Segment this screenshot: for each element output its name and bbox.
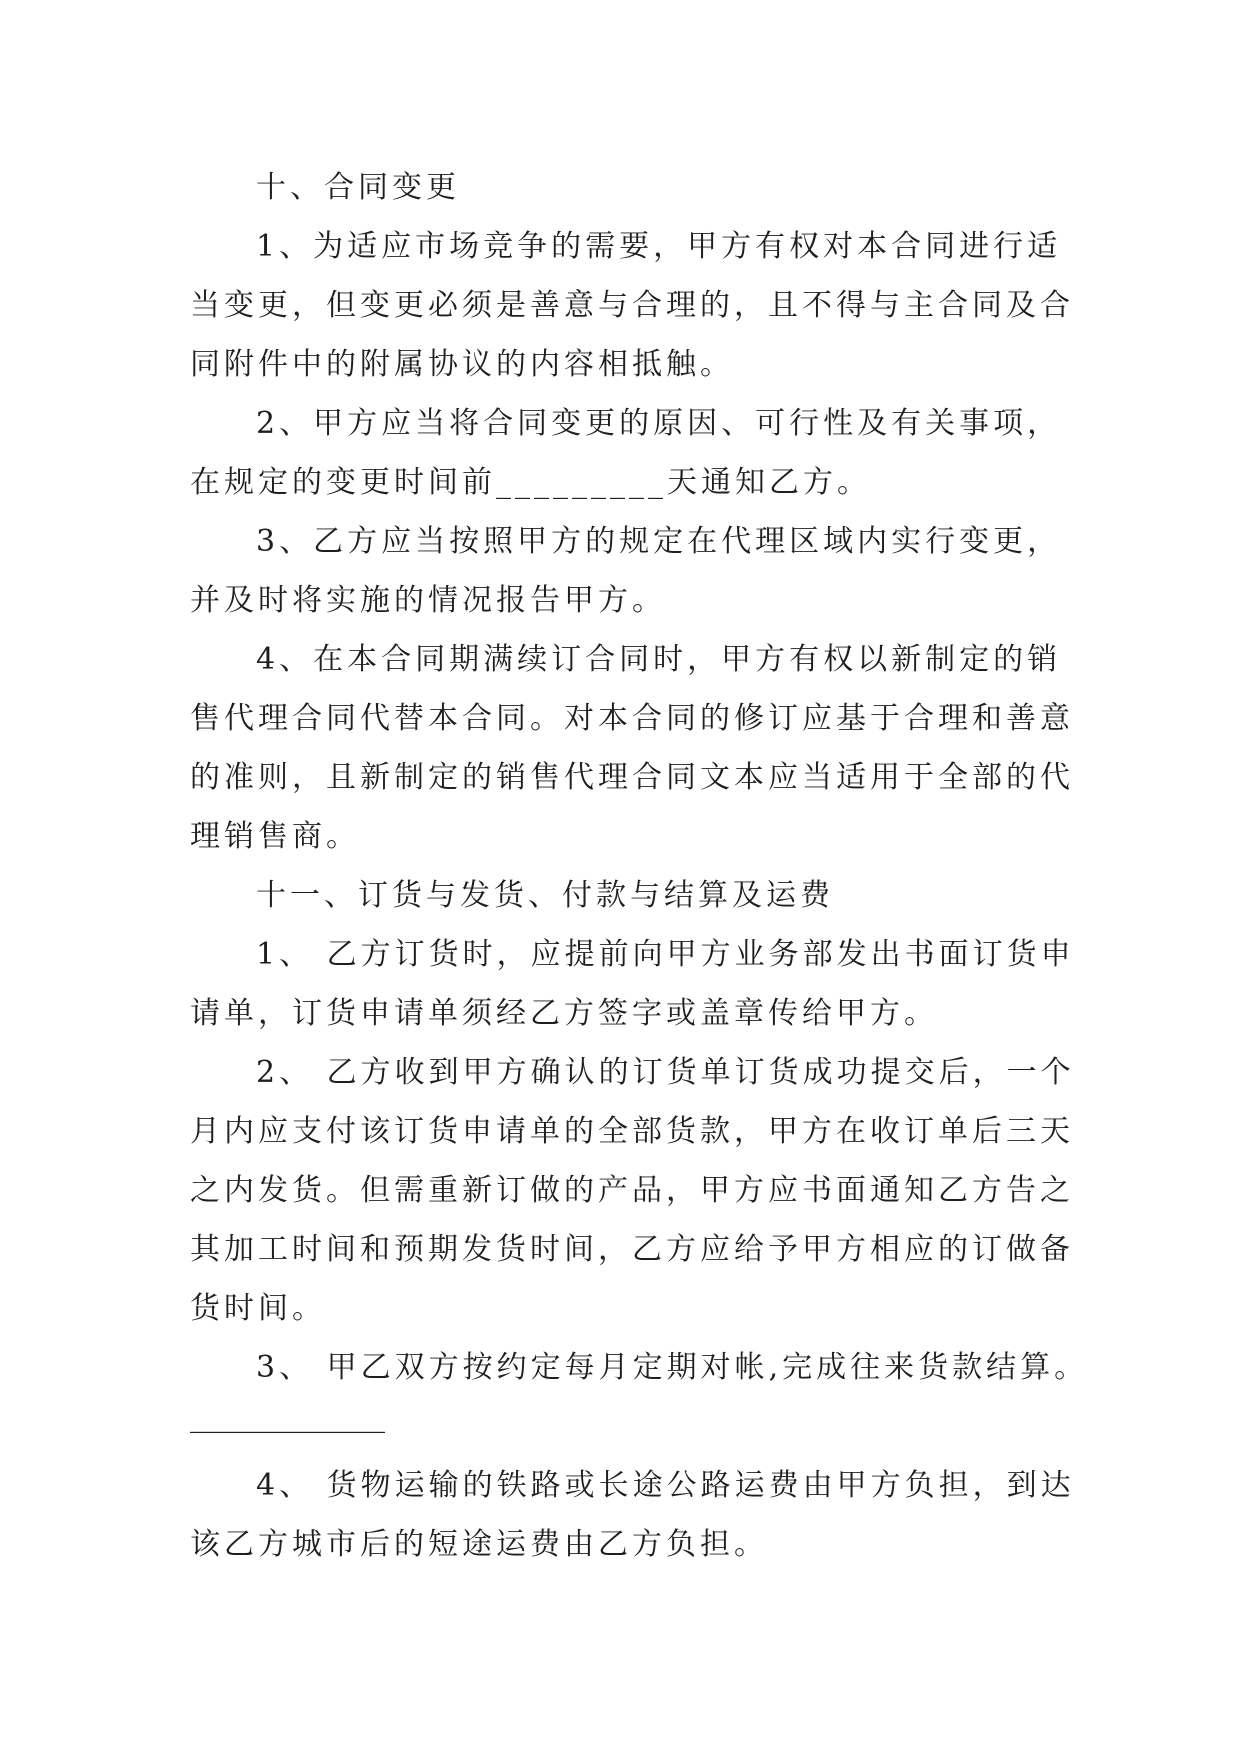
clause-11-3-blank-line: _____________ bbox=[190, 1399, 385, 1434]
clause-11-4-line-1: 4、 货物运输的铁路或长途公路运费由甲方负担，到达 bbox=[256, 1468, 1075, 1503]
clause-11-2-line-3: 之内发货。但需重新订做的产品，甲方应书面通知乙方告之 bbox=[190, 1173, 1074, 1208]
clause-10-1-line-3: 同附件中的附属协议的内容相抵触。 bbox=[190, 347, 734, 382]
clause-11-2-line-4: 其加工时间和预期发货时间，乙方应给予甲方相应的订做备 bbox=[190, 1232, 1074, 1267]
clause-10-4-line-3: 的准则，且新制定的销售代理合同文本应当适用于全部的代 bbox=[190, 760, 1074, 795]
contract-text bbox=[190, 158, 1089, 1574]
clause-11-3-line-1: 3、 甲乙双方按约定每月定期对帐,完成往来货款结算。 bbox=[256, 1350, 1089, 1385]
clause-10-2-line-1: 2、甲方应当将合同变更的原因、可行性及有关事项， bbox=[256, 406, 1062, 441]
clause-10-4-line-2: 售代理合同代替本合同。对本合同的修订应基于合理和善意 bbox=[190, 701, 1074, 736]
clause-10-1-line-2: 当变更，但变更必须是善意与合理的，且不得与主合同及合 bbox=[190, 288, 1074, 323]
clause-10-3-line-2: 并及时将实施的情况报告甲方。 bbox=[190, 583, 666, 618]
clause-11-1-line-1: 1、 乙方订货时，应提前向甲方业务部发出书面订货申 bbox=[256, 937, 1075, 972]
section-heading-ordering-shipping: 十一、订货与发货、付款与结算及运费 bbox=[256, 878, 834, 913]
clause-10-3-line-1: 3、乙方应当按照甲方的规定在代理区域内实行变更， bbox=[256, 524, 1062, 559]
section-heading-contract-change: 十、合同变更 bbox=[256, 170, 460, 205]
clause-11-2-line-1: 2、 乙方收到甲方确认的订货单订货成功提交后，一个 bbox=[256, 1055, 1075, 1090]
clause-11-1-line-2: 请单，订货申请单须经乙方签字或盖章传给甲方。 bbox=[190, 996, 938, 1031]
clause-11-4-line-2: 该乙方城市后的短途运费由乙方负担。 bbox=[190, 1527, 768, 1562]
clause-10-2-line-2: 在规定的变更时间前_________天通知乙方。 bbox=[190, 465, 871, 500]
clause-10-1-line-1: 1、为适应市场竞争的需要，甲方有权对本合同进行适 bbox=[256, 229, 1062, 264]
clause-11-2-line-2: 月内应支付该订货申请单的全部货款，甲方在收订单后三天 bbox=[190, 1114, 1074, 1149]
clause-11-2-line-5: 货时间。 bbox=[190, 1291, 326, 1326]
clause-10-4-line-1: 4、在本合同期满续订合同时，甲方有权以新制定的销 bbox=[256, 642, 1062, 677]
clause-10-4-line-4: 理销售商。 bbox=[190, 819, 360, 854]
